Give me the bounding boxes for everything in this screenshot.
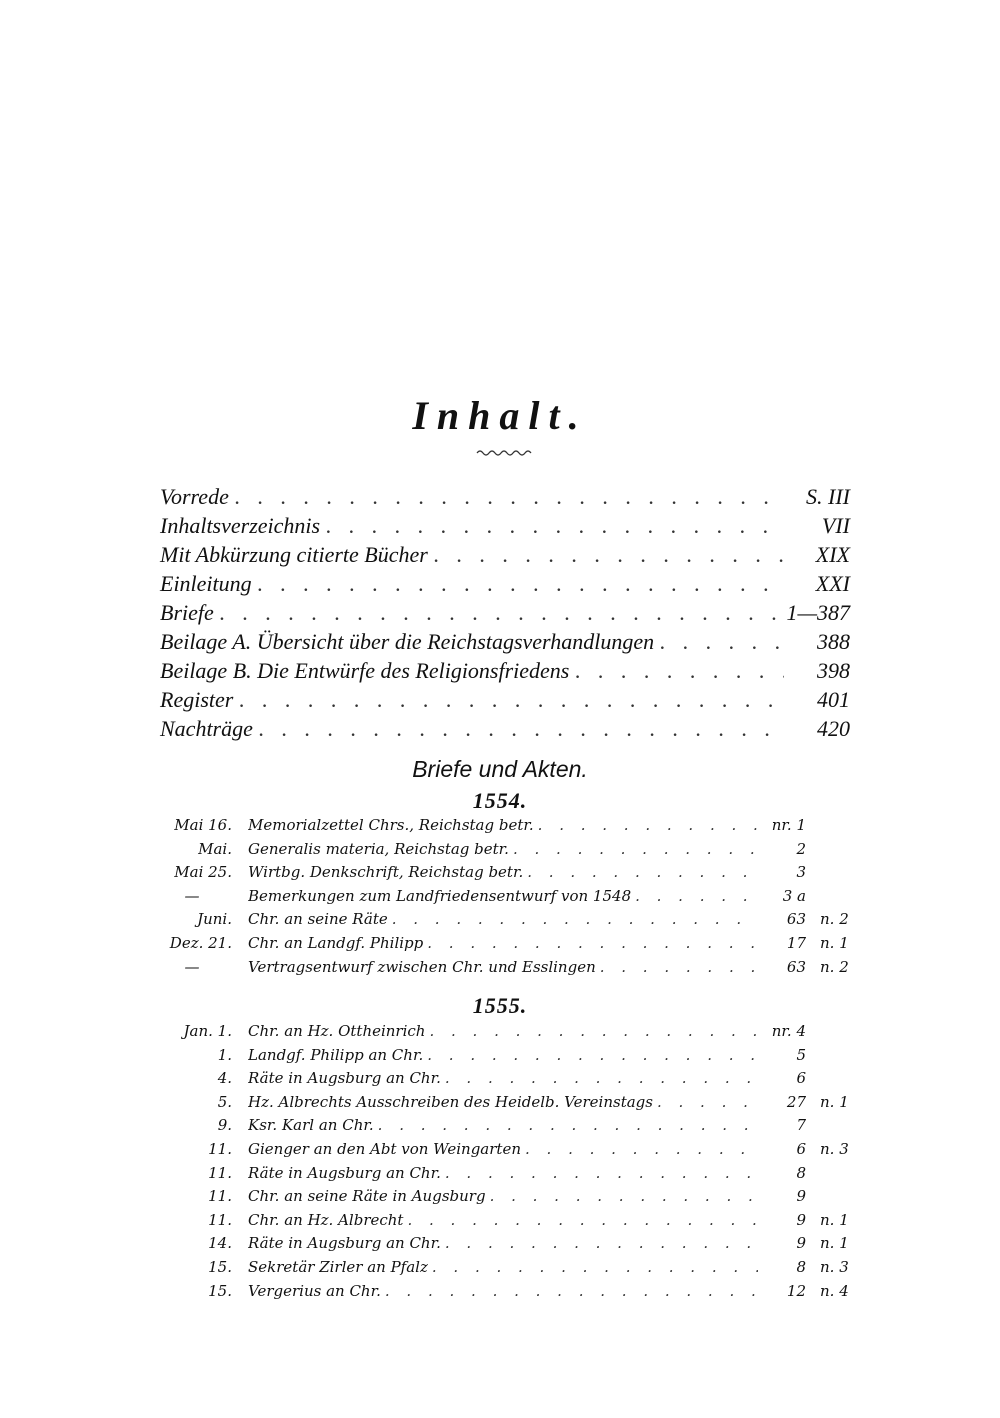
entry-note: n. 1 [820, 933, 849, 952]
entry-date: 4. [217, 1069, 232, 1088]
list-item [160, 1282, 860, 1306]
leader-dots [525, 1140, 758, 1158]
entry-number: nr. 4 [771, 1022, 806, 1040]
toc-page: XXI [815, 571, 850, 596]
toc-row [160, 658, 850, 687]
entry-number: 63 [786, 957, 806, 976]
toc-page: VII [821, 513, 850, 538]
entry-text: Gienger an den Abt von Weingarten [248, 1139, 521, 1158]
entry-number: 8 [796, 1257, 806, 1276]
toc-row [160, 716, 850, 745]
entry-date: 1. [217, 1045, 232, 1064]
toc-title: Beilage A. Übersicht über die Reichstagsverhandlungen [160, 629, 655, 654]
entry-text: Chr. an Hz. Albrecht [248, 1210, 404, 1229]
entry-date: 11. [208, 1139, 232, 1158]
list-item [160, 1187, 860, 1211]
entry-date: — [184, 886, 200, 905]
leader-dots [432, 1258, 758, 1276]
entry-text: Räte in Augsburg an Chr. [248, 1163, 441, 1182]
list-item [160, 1069, 860, 1093]
leader-dots [434, 542, 784, 568]
toc-row [160, 513, 850, 542]
leader-dots [527, 863, 758, 881]
toc-page: 1—387 [786, 600, 850, 625]
toc-page: 420 [817, 716, 850, 741]
leader-dots [258, 571, 784, 597]
list-item [160, 1116, 860, 1140]
toc-title: Einleitung [160, 571, 252, 596]
list-item [160, 863, 860, 887]
entry-date: 5. [217, 1092, 232, 1111]
toc-page: 401 [817, 687, 850, 712]
leader-dots [429, 1022, 758, 1040]
entry-note: n. 2 [820, 910, 849, 929]
entry-note: n. 4 [820, 1281, 849, 1300]
leader-dots [635, 887, 758, 905]
entry-date: Mai 25. [174, 863, 232, 882]
list-item [160, 1022, 860, 1046]
list-item [160, 1046, 860, 1070]
list-item [160, 958, 860, 982]
entry-text: Bemerkungen zum Landfriedensentwurf von 1548 [248, 886, 632, 905]
entry-date: Juni. [197, 910, 232, 929]
entry-text: Ksr. Karl an Chr. [248, 1116, 374, 1135]
entry-date: 14. [208, 1234, 232, 1253]
toc-row [160, 687, 850, 716]
toc-title: Inhaltsverzeichnis [160, 513, 321, 538]
entry-date: 15. [208, 1281, 232, 1300]
entry-number: 12 [786, 1281, 806, 1300]
entry-number: 6 [796, 1139, 806, 1158]
list-item [160, 816, 860, 840]
list-item [160, 1093, 860, 1117]
leader-dots [385, 1282, 758, 1300]
leader-dots [445, 1234, 758, 1252]
list-item [160, 1164, 860, 1188]
entry-number: 8 [796, 1163, 806, 1182]
entry-note: n. 2 [820, 957, 849, 976]
entry-text: Räte in Augsburg an Chr. [248, 1069, 441, 1088]
entry-number: 2 [796, 839, 806, 858]
toc-row [160, 484, 850, 513]
entry-date: Jan. 1. [183, 1022, 232, 1040]
leader-dots [392, 910, 758, 928]
list-item [160, 1258, 860, 1282]
toc-row [160, 571, 850, 600]
leader-dots [445, 1069, 758, 1087]
entry-date: 15. [208, 1257, 232, 1276]
leader-dots [445, 1164, 758, 1182]
entry-date: — [184, 957, 200, 976]
entry-text: Sekretär Zirler an Pfalz [248, 1257, 428, 1276]
entry-date: 9. [217, 1116, 232, 1135]
entry-number: 7 [796, 1116, 806, 1135]
entry-text: Wirtbg. Denkschrift, Reichstag betr. [248, 863, 524, 882]
leader-dots [427, 934, 758, 952]
entry-number: 9 [796, 1234, 806, 1253]
toc-title: Vorrede [160, 484, 229, 509]
entry-number: 3 a [782, 886, 806, 905]
entry-number: 63 [786, 910, 806, 929]
leader-dots [378, 1116, 758, 1134]
leader-dots [220, 600, 781, 626]
toc-title: Mit Abkürzung citierte Bücher [160, 542, 428, 567]
entry-text: Hz. Albrechts Ausschreiben des Heidelb. Vereinstags [248, 1092, 653, 1111]
toc-page: 388 [817, 629, 850, 654]
leader-dots [427, 1046, 758, 1064]
table-of-contents [160, 484, 850, 745]
leader-dots [660, 629, 784, 655]
entry-text: Chr. an Hz. Ottheinrich [248, 1022, 426, 1040]
toc-row [160, 542, 850, 571]
entry-number: 5 [796, 1045, 806, 1064]
leader-dots [239, 687, 784, 713]
toc-title: Nachträge [160, 716, 253, 741]
list-item [160, 910, 860, 934]
entry-number: 6 [796, 1069, 806, 1088]
entry-number: nr. 1 [771, 816, 806, 834]
list-item [160, 887, 860, 911]
entry-date: 11. [208, 1163, 232, 1182]
list-item [160, 840, 860, 864]
entry-number: 9 [796, 1187, 806, 1206]
entry-date: Mai. [198, 839, 232, 858]
entry-text: Landgf. Philipp an Chr. [248, 1045, 424, 1064]
entry-text: Räte in Augsburg an Chr. [248, 1234, 441, 1253]
entry-note: n. 3 [820, 1257, 849, 1276]
entry-date: 11. [208, 1210, 232, 1229]
leader-dots [407, 1211, 758, 1229]
entry-note: n. 1 [820, 1210, 849, 1229]
toc-title: Register [160, 687, 234, 712]
leader-dots [538, 816, 758, 834]
leader-dots [490, 1187, 758, 1205]
entry-text: Chr. an seine Räte [248, 910, 388, 929]
entry-text: Vertragsentwurf zwischen Chr. und Esslingen [248, 957, 596, 976]
toc-row [160, 629, 850, 658]
leader-dots [600, 958, 758, 976]
year-heading-1554: 1554. [472, 788, 528, 813]
leader-dots [513, 840, 758, 858]
entry-date: Dez. 21. [169, 933, 232, 952]
entry-number: 17 [786, 933, 806, 952]
toc-page: S. III [806, 484, 850, 509]
section-heading: Briefe und Akten. [412, 756, 588, 782]
entry-number: 3 [796, 863, 806, 882]
entry-number: 27 [786, 1092, 806, 1111]
entry-date: Mai 16. [174, 816, 232, 834]
toc-row [160, 600, 850, 629]
leader-dots [259, 716, 784, 742]
entry-number: 9 [796, 1210, 806, 1229]
entry-note: n. 1 [820, 1234, 849, 1253]
entry-text: Memorialzettel Chrs., Reichstag betr. [248, 816, 534, 834]
toc-title: Briefe [160, 600, 214, 625]
list-item [160, 1234, 860, 1258]
list-item [160, 1140, 860, 1164]
entries-1554 [160, 816, 860, 981]
leader-dots [657, 1093, 758, 1111]
leader-dots [235, 484, 784, 510]
list-item [160, 1211, 860, 1235]
entry-date: 11. [208, 1187, 232, 1206]
year-heading-1555: 1555. [472, 993, 528, 1018]
list-item [160, 934, 860, 958]
entry-text: Chr. an seine Räte in Augsburg [248, 1187, 486, 1206]
entries-1555 [160, 1022, 860, 1305]
leader-dots [575, 658, 784, 684]
entry-note: n. 1 [820, 1092, 849, 1111]
toc-title: Beilage B. Die Entwürfe des Religionsfriedens [160, 658, 570, 683]
entry-text: Vergerius an Chr. [248, 1281, 381, 1300]
toc-page: 398 [817, 658, 850, 683]
entry-text: Chr. an Landgf. Philipp [248, 933, 424, 952]
entry-note: n. 3 [820, 1139, 849, 1158]
ornament-tilde [476, 448, 534, 458]
toc-page: XIX [815, 542, 850, 567]
leader-dots [326, 513, 784, 539]
page-title: Inhalt. [412, 393, 588, 438]
entry-text: Generalis materia, Reichstag betr. [248, 839, 509, 858]
